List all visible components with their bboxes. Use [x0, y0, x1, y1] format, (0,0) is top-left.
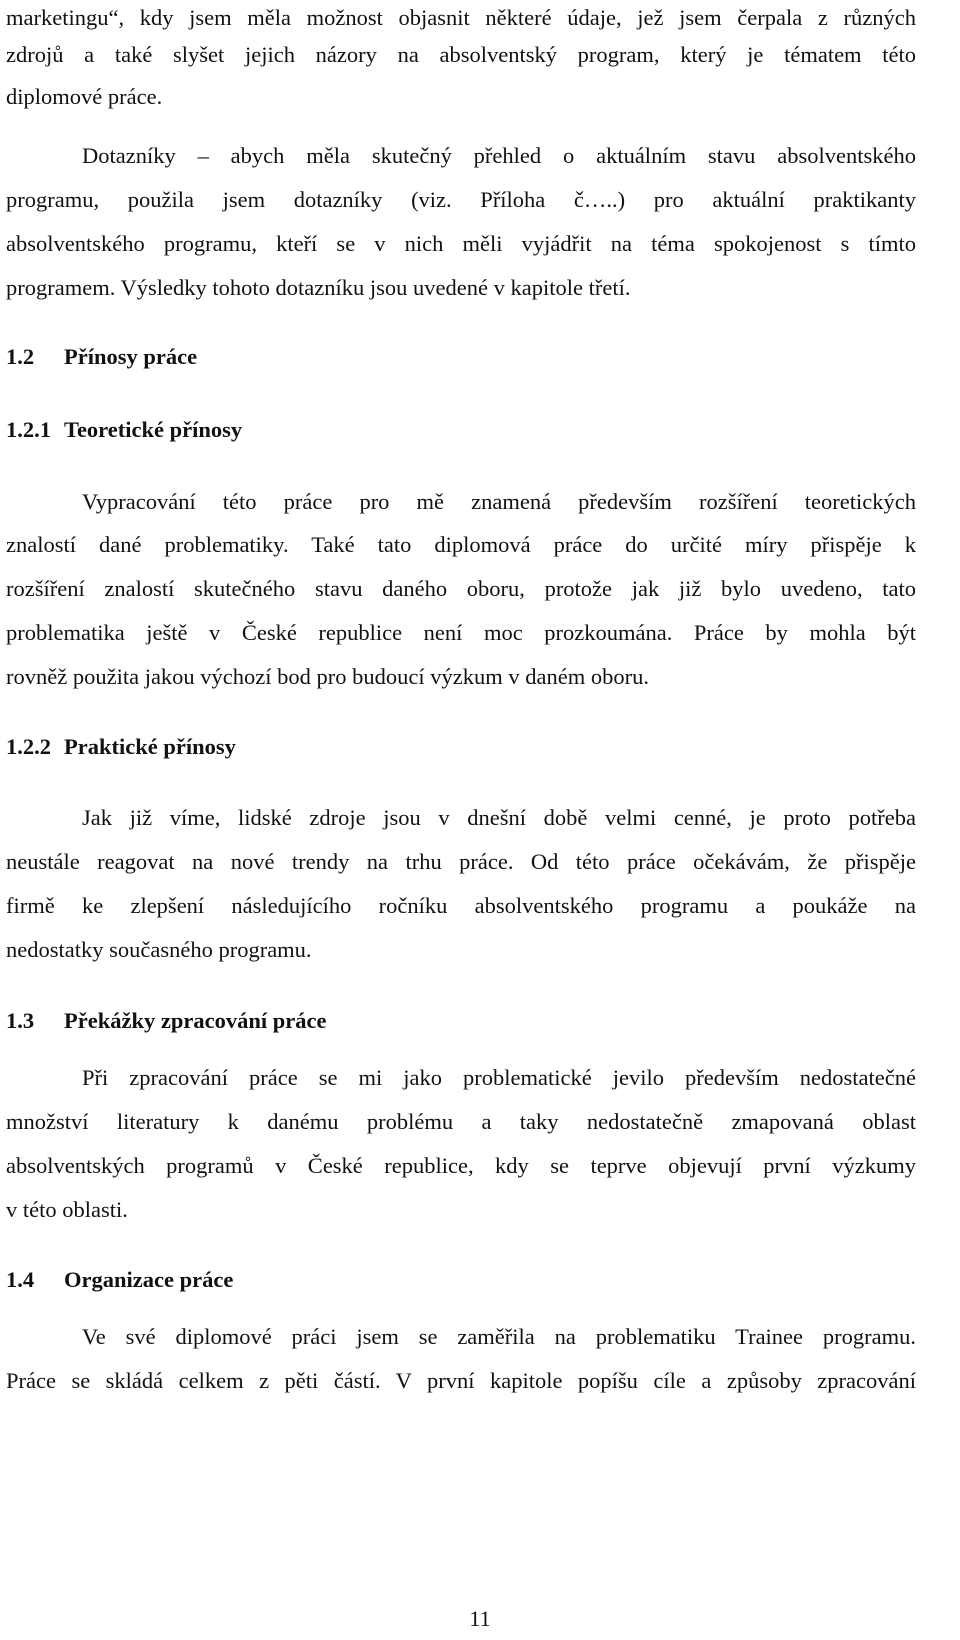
section-title: Organizace práce — [64, 1267, 234, 1292]
paragraph-line: v této oblasti. — [6, 1197, 128, 1222]
paragraph-line: Při zpracování práce se mi jako problematické jevilo především nedostatečné — [82, 1065, 916, 1090]
paragraph-line: Ve své diplomové práci jsem se zaměřila na problematiku Trainee programu. — [82, 1324, 916, 1349]
section-title: Praktické přínosy — [64, 734, 236, 759]
paragraph-line: Dotazníky – abych měla skutečný přehled o aktuálním stavu absolventského — [82, 143, 916, 168]
section-title: Překážky zpracování práce — [64, 1008, 327, 1033]
paragraph-line: diplomové práce. — [6, 84, 163, 109]
paragraph-line: nedostatky současného programu. — [6, 937, 312, 962]
section-number: 1.2 — [6, 344, 35, 369]
paragraph-line: množství literatury k danému problému a taky nedostatečně zmapovaná oblast — [6, 1109, 916, 1134]
paragraph-line: firmě ke zlepšení následujícího ročníku absolventského programu a poukáže na — [6, 893, 916, 918]
section-number: 1.4 — [6, 1267, 35, 1292]
paragraph-line: absolventského programu, kteří se v nich měli vyjádřit na téma spokojenost s tímto — [6, 231, 916, 256]
section-heading-1-4 — [6, 1265, 233, 1295]
section-heading-1-2 — [6, 342, 197, 372]
paragraph-line: problematika ještě v České republice není moc prozkoumána. Práce by mohla být — [6, 620, 916, 645]
page-number: 11 — [469, 1606, 491, 1631]
paragraph-line: programu, použila jsem dotazníky (viz. Příloha č…..) pro aktuální praktikanty — [6, 187, 916, 212]
section-number: 1.2.2 — [6, 734, 51, 759]
paragraph-line: zdrojů a také slyšet jejich názory na absolventský program, který je tématem této — [6, 42, 916, 67]
paragraph-line: rozšíření znalostí skutečného stavu daného oboru, protože jak již bylo uvedeno, tato — [6, 576, 916, 601]
paragraph-line: marketingu“, kdy jsem měla možnost objasnit některé údaje, jež jsem čerpala z různých — [6, 5, 916, 30]
paragraph-line: rovněž použita jakou výchozí bod pro budoucí výzkum v daném oboru. — [6, 664, 649, 689]
section-heading-1-3 — [6, 1006, 326, 1036]
paragraph-line: Vypracování této práce pro mě znamená především rozšíření teoretických — [82, 489, 916, 514]
paragraph-line: neustále reagovat na nové trendy na trhu práce. Od této práce očekávám, že přispěje — [6, 849, 916, 874]
section-heading-1-2-1 — [6, 415, 242, 445]
section-number: 1.3 — [6, 1008, 35, 1033]
paragraph-line: Práce se skládá celkem z pěti částí. V první kapitole popíšu cíle a způsoby zpracování — [6, 1368, 916, 1393]
section-title: Přínosy práce — [64, 344, 198, 369]
paragraph-line: Jak již víme, lidské zdroje jsou v dnešní době velmi cenné, je proto potřeba — [82, 805, 916, 830]
section-number: 1.2.1 — [6, 417, 51, 442]
section-heading-1-2-2 — [6, 732, 236, 762]
paragraph-line: absolventských programů v České republice, kdy se teprve objevují první výzkumy — [6, 1153, 916, 1178]
paragraph-line: znalostí dané problematiky. Také tato diplomová práce do určité míry přispěje k — [6, 532, 916, 557]
section-title: Teoretické přínosy — [64, 417, 243, 442]
paragraph-line: programem. Výsledky tohoto dotazníku jsou uvedené v kapitole třetí. — [6, 275, 631, 300]
